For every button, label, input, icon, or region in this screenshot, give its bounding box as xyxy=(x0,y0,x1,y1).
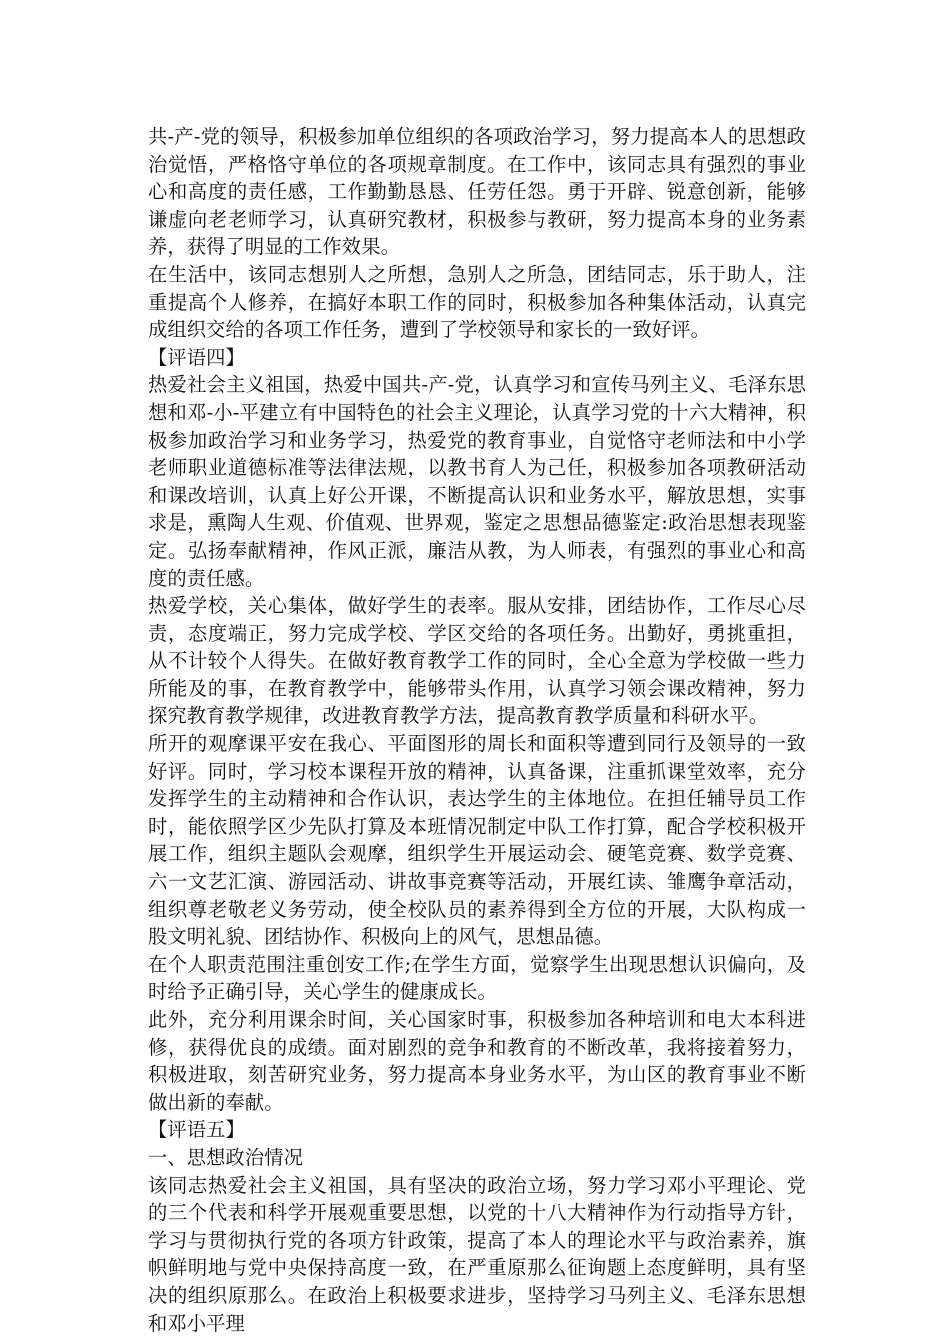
paragraph-patriotism: 热爱社会主义祖国，热爱中国共-产-党，认真学习和宣传马列主义、毛泽东思想和邓-小-平建立有中国特色的社会主义理论，认真学习党的十六大精神，积极参加政治学习和业务学习，热爱党的教育事业，自觉恪守老师法和中小学老师职业道德标准等法律法规，以教书育人为己任，积极参加各项教研活动和课改培训，认真上好公开课，不断提高认识和业务水平，解放思想，实事求是，熏陶人生观、价值观、世界观，鉴定之思想品德鉴定:政治思想表现鉴定。弘扬奉献精神，作风正派，廉洁从教，为人师表，有强烈的事业心和高度的责任感。 xyxy=(148,373,806,590)
paragraph-school: 热爱学校，关心集体，做好学生的表率。服从安排，团结协作，工作尽心尽责，态度端正，努力完成学校、学区交给的各项任务。出勤好，勇挑重担，从不计较个人得失。在做好教育教学工作的同时，全心全意为学校做一些力所能及的事，在教育教学中，能够带头作用，认真学习领会课改精神，努力探究教育教学规律，改进教育教学方法，提高教育教学质量和科研水平。 xyxy=(148,594,806,728)
heading-comment-5: 【评语五】 xyxy=(148,1118,245,1142)
paragraph-study: 此外，充分利用课余时间，关心国家时事，积极参加各种培训和电大本科进修，获得优良的成绩。面对剧烈的竞争和教育的不断改革，我将接着努力，积极进取，刻苦研究业务，努力提高本身业务水平，为山区的教育事业不断做出新的奉献。 xyxy=(148,1008,806,1114)
paragraph-life: 在生活中，该同志想别人之所想，急别人之所急，团结同志，乐于助人，注重提高个人修养，在搞好本职工作的同时，积极参加各种集体活动，认真完成组织交给的各项工作任务，遭到了学校领导和家长的一致好评。 xyxy=(148,262,806,342)
heading-political-situation: 一、思想政治情况 xyxy=(148,1145,304,1169)
paragraph-political: 该同志热爱社会主义祖国，具有坚决的政治立场，努力学习邓小平理论、党的三个代表和科学开展观重要思想，以党的十八大精神作为行动指导方针，学习与贯彻执行党的各项方针政策，提高了本人的理论水平与政治素养，旗帜鲜明地与党中央保持高度一致，在严重原那么征询题上态度鲜明，具有坚决的组织原那么。在政治上积极要求进步，坚持学习马列主义、毛泽东思想和邓小平理 xyxy=(148,1173,806,1335)
paragraph-safety: 在个人职责范围注重创安工作;在学生方面，觉察学生出现思想认识偏向，及时给予正确引导，关心学生的健康成长。 xyxy=(148,952,806,1004)
document-body xyxy=(148,123,806,1337)
paragraph-lessons: 所开的观摩课平安在我心、平面图形的周长和面积等遭到同行及领导的一致好评。同时，学习校本课程开放的精神，认真备课，注重抓课堂效率，充分发挥学生的主动精神和合作认识，表达学生的主体地位。在担任辅导员工作时，能依照学区少先队打算及本班情况制定中队工作打算，配合学校积极开展工作，组织主题队会观摩，组织学生开展运动会、硬笔竞赛、数学竞赛、六一文艺汇演、游园活动、讲故事竞赛等活动，开展红读、雏鹰争章活动，组织尊老敬老义务劳动，使全校队员的素养得到全方位的开展，大队构成一股文明礼貌、团结协作、积极向上的风气，思想品德。 xyxy=(148,732,806,949)
paragraph-intro-leadership: 共-产-党的领导，积极参加单位组织的各项政治学习，努力提高本人的思想政治觉悟，严格恪守单位的各项规章制度。在工作中，该同志具有强烈的事业心和高度的责任感，工作勤勤恳恳、任劳任怨。勇于开辟、锐意创新，能够谦虚向老老师学习，认真研究教材，积极参与教研，努力提高本身的业务素养，获得了明显的工作效果。 xyxy=(148,125,806,259)
heading-comment-4: 【评语四】 xyxy=(148,345,245,369)
